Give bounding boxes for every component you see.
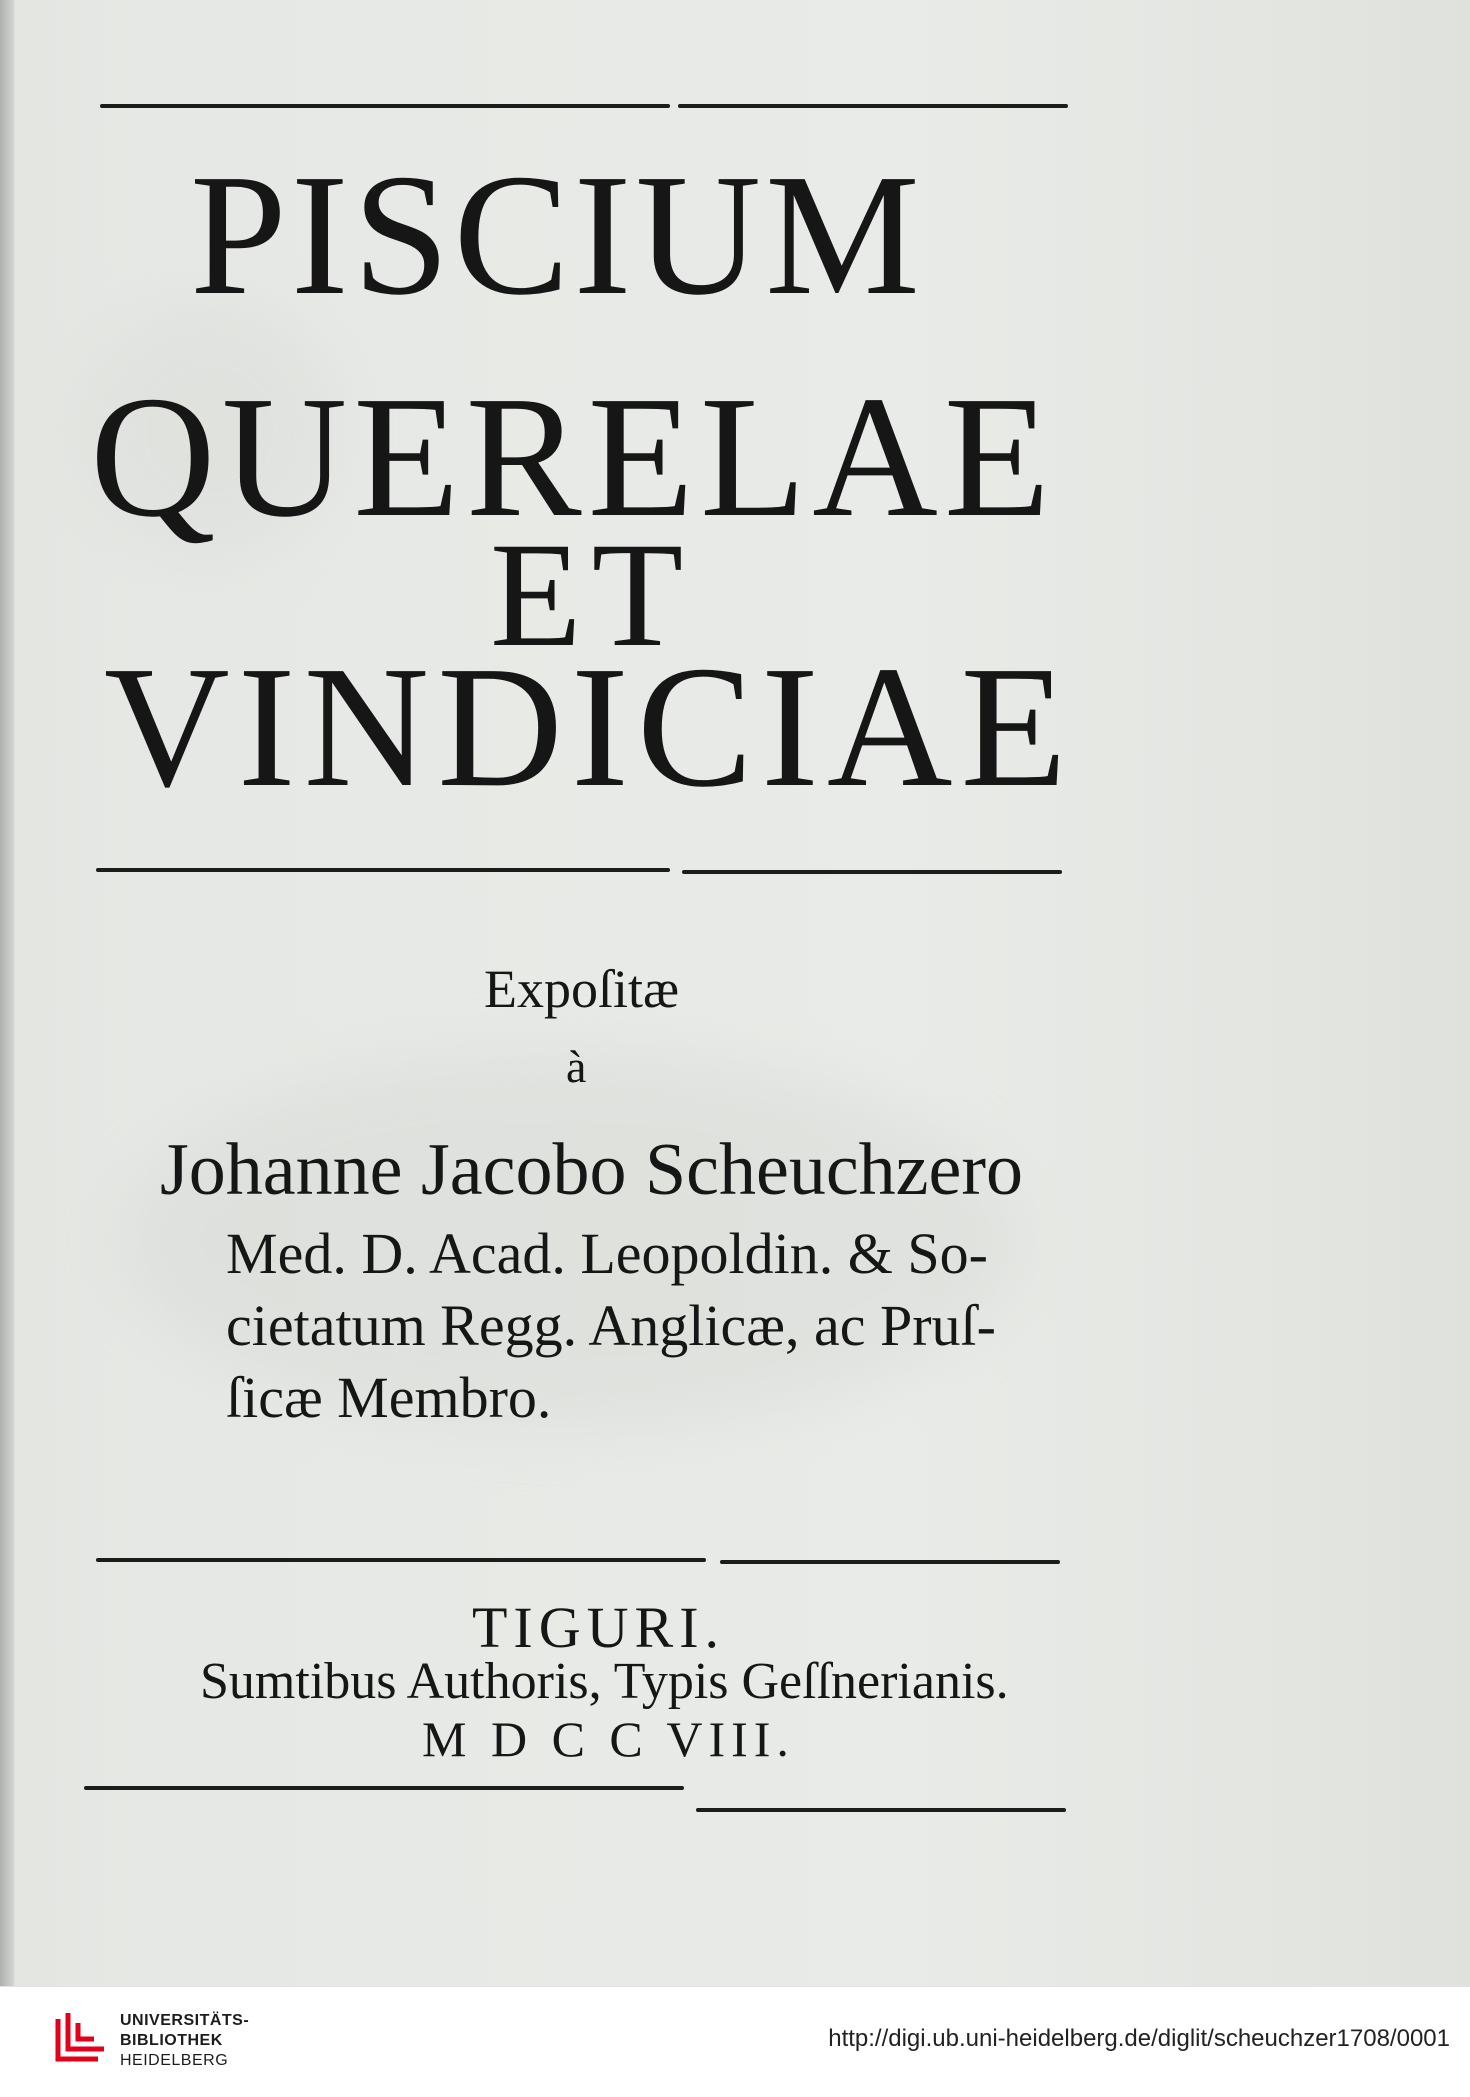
- title-line-2: QUERELAE: [90, 360, 1057, 553]
- imprint-text: Sumtibus Authoris, Typis Geſſnerianis.: [200, 1653, 1009, 1710]
- title-line-3: ET: [490, 512, 694, 678]
- title-line-1: PISCIUM: [190, 138, 924, 331]
- credentials-line-3: ſicæ Membro.: [226, 1365, 552, 1430]
- library-footer: [0, 1986, 1470, 2097]
- author-name: Johanne Jacobo Scheuchzero: [160, 1129, 1023, 1211]
- top-rule-left: [100, 104, 670, 108]
- ub-heidelberg-logo-icon[interactable]: [52, 2009, 108, 2073]
- place-text: TIGURI.: [472, 1595, 726, 1660]
- library-name[interactable]: [120, 2011, 249, 2071]
- bottom-rule-left: [84, 1786, 684, 1790]
- bottom-rule-right: [696, 1808, 1066, 1812]
- lower-rule-right: [720, 1560, 1060, 1564]
- permalink-url[interactable]: http://digi.ub.uni-heidelberg.de/diglit/scheuchzer1708/0001: [828, 2025, 1450, 2052]
- credentials-line-1: Med. D. Acad. Leopoldin. & So-: [226, 1221, 988, 1286]
- library-name-line-2: BIBLIOTHEK: [120, 2032, 223, 2049]
- book-gutter: [0, 0, 14, 1986]
- middle-rule-right: [682, 870, 1062, 874]
- library-name-line-1: UNIVERSITÄTS-: [120, 2012, 250, 2029]
- expositae-text: Expoſitæ: [484, 959, 680, 1019]
- credentials-line-2: cietatum Regg. Anglicæ, ac Pruſ-: [226, 1293, 996, 1358]
- lower-rule-left: [96, 1558, 706, 1562]
- title-line-4: VINDICIAE: [104, 630, 1075, 823]
- top-rule-right: [678, 104, 1068, 108]
- a-text: à: [566, 1041, 587, 1092]
- library-name-line-3: HEIDELBERG: [120, 2052, 229, 2069]
- middle-rule-left: [96, 868, 670, 872]
- year-text: M D C C VIII.: [422, 1711, 795, 1767]
